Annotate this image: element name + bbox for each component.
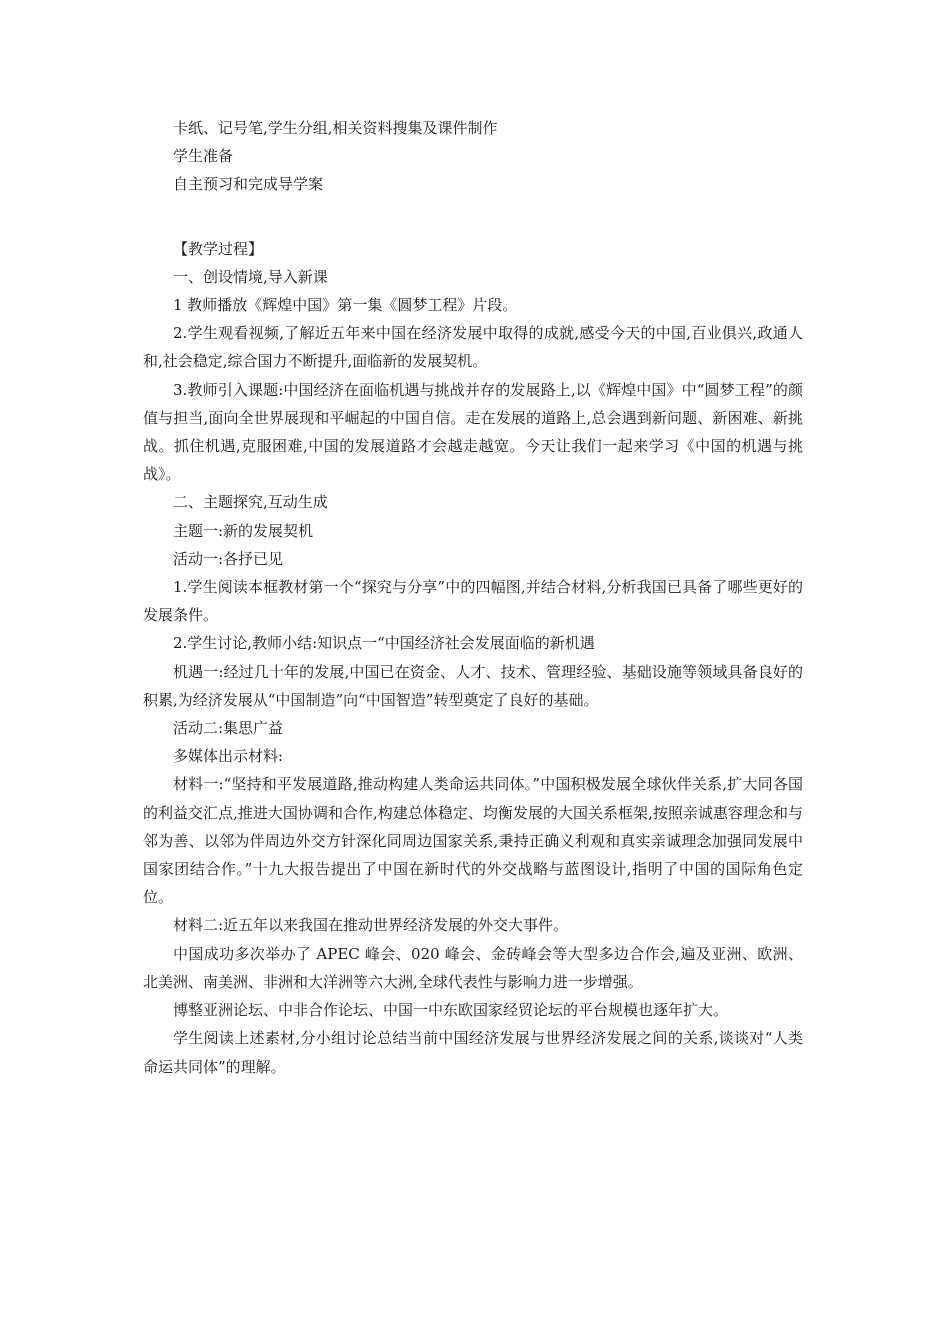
- material-paragraph: 博整亚洲论坛、中非合作论坛、中国一中东欧国家经贸论坛的平台规模也逐年扩大。: [173, 1001, 729, 1020]
- section1-item: 1 教师播放《辉煌中国》第一集《圆梦工程》片段。: [173, 296, 518, 315]
- document-page: [143, 114, 803, 1081]
- material-paragraph: 学生阅读上述素材,分小组讨论总结当前中国经济发展与世界经济发展之间的关系,谈谈对“人类命运共同体”的理解。: [143, 1029, 803, 1076]
- section1-item: 3.教师引入课题:中国经济在面临机遇与挑战并存的发展路上,以《辉煌中国》中“圆梦工程”的颜值与担当,面向全世界展现和平崛起的中国自信。走在发展的道路上,总会遇到新问题、新困难、新挑战。抓住机遇,克服困难,中国的发展道路才会越走越宽。今天让我们一起来学习《中国的机遇与挑战》。: [143, 380, 803, 484]
- topic1-title: 主题一:新的发展契机: [173, 521, 314, 540]
- activity1-item: 2.学生讨论,教师小结:知识点一“中国经济社会发展面临的新机遇: [173, 634, 595, 653]
- section-spacer: [143, 199, 803, 235]
- media-intro: 多媒体出示材料:: [173, 747, 284, 766]
- activity1-item: 1.学生阅读本框教材第一个“探究与分享”中的四幅图,并结合材料,分析我国已具备了哪些更好的发展条件。: [143, 578, 803, 625]
- activity1-title: 活动一:各抒已见: [173, 549, 284, 568]
- section1-item: 2.学生观看视频,了解近五年来中国在经济发展中取得的成就,感受今天的中国,百业俱兴,政通人和,社会稳定,综合国力不断提升,面临新的发展契机。: [143, 324, 803, 371]
- material-paragraph: 材料二:近五年以来我国在推动世界经济发展的外交大事件。: [173, 916, 569, 935]
- material-paragraph: 中国成功多次举办了 APEC 峰会、020 峰会、金砖峰会等大型多边合作会,遍及亚洲、欧洲、北美洲、南美洲、非洲和大洋洲等六大洲,全球代表性与影响力进一步增强。: [143, 944, 803, 991]
- prep-materials-line: 卡纸、记号笔,学生分组,相关资料搜集及课件制作: [173, 119, 498, 137]
- student-prep-heading: 学生准备: [173, 147, 234, 166]
- section1-title: 一、创设情境,导入新课: [173, 267, 328, 286]
- section2-title: 二、主题探究,互动生成: [173, 493, 328, 512]
- teaching-process-heading: 【教学过程】: [173, 239, 264, 258]
- student-prep-text: 自主预习和完成导学案: [173, 175, 324, 194]
- material-paragraph: 材料一:“坚持和平发展道路,推动构建人类命运共同体。”中国积极发展全球伙伴关系,扩大同各国的利益交汇点,推进大国协调和合作,构建总体稳定、均衡发展的大国关系框架,按照亲诚惠容理念和与邻为善、以邻为伴周边外交方针深化同周边国家关系,秉持正确义利观和真实亲诚理念加强同发展中国家团结合作。”十九大报告提出了中国在新时代的外交战略与蓝图设计,指明了中国的国际角色定位。: [143, 775, 803, 907]
- activity1-item: 机遇一:经过几十年的发展,中国已在资金、人才、技术、管理经验、基础设施等领域具备良好的积累,为经济发展从“中国制造”向“中国智造”转型奠定了良好的基础。: [143, 662, 803, 709]
- activity2-title: 活动二:集思广益: [173, 719, 284, 738]
